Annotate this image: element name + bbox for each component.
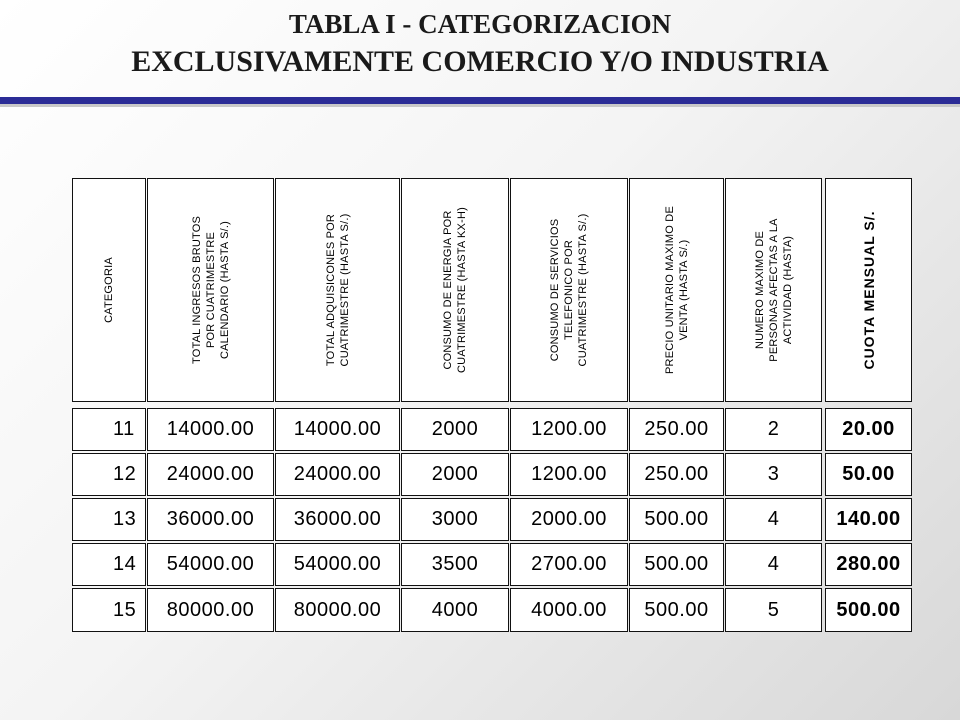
- table-cell-adquisiciones: 14000.00: [275, 408, 400, 451]
- header-label-line: PERSONAS AFECTAS A LA: [767, 218, 780, 362]
- header-cell-personas: [725, 178, 822, 402]
- table-cell-precio-unitario: 500.00: [629, 588, 724, 632]
- table-cell-precio-unitario: 250.00: [629, 408, 724, 451]
- header-label-line: TELEFONICO POR: [563, 240, 575, 340]
- header-label: [861, 210, 877, 369]
- title-divider: [0, 97, 960, 104]
- table-cell-servicios-telefonicos: 2000.00: [510, 498, 628, 541]
- table-cell-energia: 2000: [401, 408, 509, 451]
- table-cell-servicios-telefonicos: 4000.00: [510, 588, 628, 632]
- table-cell-energia: 3500: [401, 543, 509, 586]
- header-cell-precio-unitario: [629, 178, 724, 402]
- header-label-line: POR CUATRIMESTRE: [204, 231, 217, 349]
- header-label-line: TOTAL INGRESOS BRUTOS: [190, 215, 203, 365]
- table-cell-categoria: 15: [72, 588, 146, 632]
- header-cell-ingresos-brutos: [147, 178, 274, 402]
- table-cell-energia: 4000: [401, 588, 509, 632]
- header-label-line: NUMERO MAXIMO DE: [753, 230, 766, 350]
- page-subtitle: EXCLUSIVAMENTE COMERCIO Y/O INDUSTRIA: [131, 45, 829, 78]
- header-label-line: PRECIO UNITARIO MAXIMO DE: [663, 206, 676, 374]
- header-label-line: CONSUMO DE SERVICIOS: [549, 218, 561, 362]
- table-cell-ingresos-brutos: 36000.00: [147, 498, 274, 541]
- table-cell-personas: 5: [725, 588, 822, 632]
- header-label-line: VENTA (HASTA S/.): [677, 239, 690, 341]
- header-cell-energia: [401, 178, 509, 402]
- table-cell-adquisiciones: 80000.00: [275, 588, 400, 632]
- table-cell-cuota-mensual: 140.00: [825, 498, 912, 541]
- table-cell-cuota-mensual: 280.00: [825, 543, 912, 586]
- header-label: [441, 207, 469, 373]
- table-cell-servicios-telefonicos: 1200.00: [510, 453, 628, 496]
- table-cell-precio-unitario: 500.00: [629, 543, 724, 586]
- table-cell-servicios-telefonicos: 2700.00: [510, 543, 628, 586]
- table-cell-ingresos-brutos: 14000.00: [147, 408, 274, 451]
- table-cell-cuota-mensual: 20.00: [825, 408, 912, 451]
- header-label-line: CUOTA MENSUAL S/.: [860, 210, 877, 370]
- header-label: [753, 218, 795, 361]
- header-label: [663, 206, 691, 374]
- table-cell-ingresos-brutos: 54000.00: [147, 543, 274, 586]
- header-label: [102, 257, 116, 323]
- table-cell-personas: 4: [725, 498, 822, 541]
- table-cell-personas: 2: [725, 408, 822, 451]
- title-divider-shadow: [0, 104, 960, 107]
- header-label: [190, 216, 232, 364]
- header-label-line: CALENDARIO (HASTA S/.): [218, 220, 231, 360]
- header-cell-servicios-telefonicos: [510, 178, 628, 402]
- header-label-line: CUATRIMESTRE (HASTA S/.): [577, 213, 589, 367]
- table-cell-energia: 2000: [401, 453, 509, 496]
- header-label-line: CUATRIMESTRE (HASTA KX-H): [456, 207, 468, 373]
- header-label-line: ACTIVIDAD (HASTA): [781, 235, 794, 345]
- table-cell-adquisiciones: 36000.00: [275, 498, 400, 541]
- table-cell-adquisiciones: 24000.00: [275, 453, 400, 496]
- table-cell-adquisiciones: 54000.00: [275, 543, 400, 586]
- table-cell-categoria: 13: [72, 498, 146, 541]
- table-cell-personas: 3: [725, 453, 822, 496]
- table-cell-cuota-mensual: 500.00: [825, 588, 912, 632]
- header-label-line: TOTAL ADQUISICONES POR: [324, 213, 337, 367]
- table-cell-personas: 4: [725, 543, 822, 586]
- table-cell-precio-unitario: 250.00: [629, 453, 724, 496]
- header-label: [324, 214, 352, 367]
- table-cell-cuota-mensual: 50.00: [825, 453, 912, 496]
- header-label-line: CUATRIMESTRE (HASTA S/.): [338, 213, 351, 367]
- table-cell-categoria: 14: [72, 543, 146, 586]
- header-label: [548, 214, 590, 367]
- table-cell-precio-unitario: 500.00: [629, 498, 724, 541]
- header-cell-adquisiciones: [275, 178, 400, 402]
- page-title: TABLA I - CATEGORIZACION: [288, 9, 672, 39]
- header-label-line: CONSUMO DE ENERGIA POR: [442, 210, 454, 370]
- header-label-line: CATEGORIA: [103, 257, 115, 323]
- table-cell-energia: 3000: [401, 498, 509, 541]
- table-cell-servicios-telefonicos: 1200.00: [510, 408, 628, 451]
- table-cell-categoria: 11: [72, 408, 146, 451]
- table-cell-ingresos-brutos: 24000.00: [147, 453, 274, 496]
- header-cell-cuota-mensual: [825, 178, 912, 402]
- table-cell-categoria: 12: [72, 453, 146, 496]
- table-cell-ingresos-brutos: 80000.00: [147, 588, 274, 632]
- header-cell-categoria: [72, 178, 146, 402]
